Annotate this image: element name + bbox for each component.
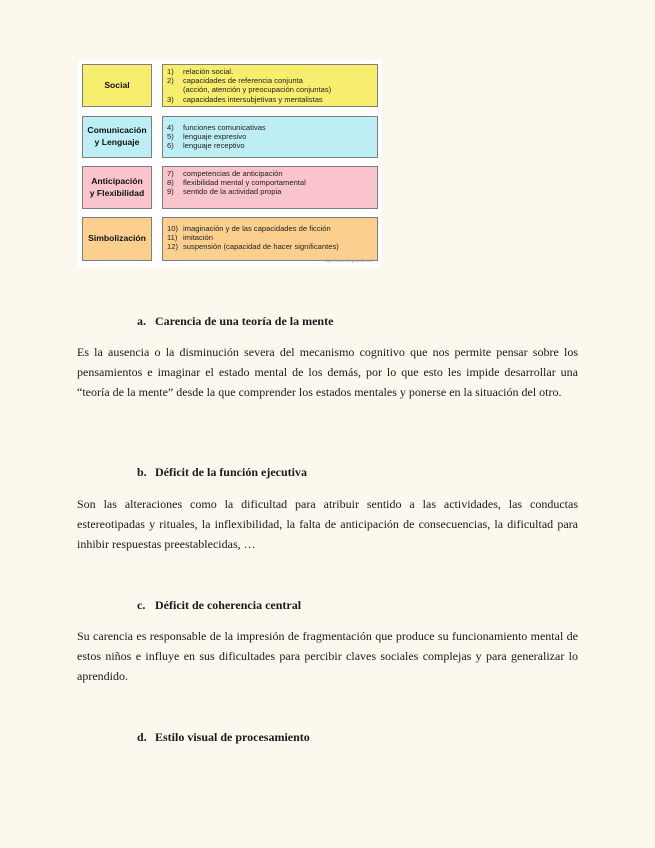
list-item: 10) imaginación y de las capacidades de ficción <box>167 224 331 233</box>
list-item: (acción, atención y preocupación conjuntas) <box>183 85 332 95</box>
section-heading-b: b. Déficit de la función ejecutiva <box>137 465 307 479</box>
figure-row-comunicacion <box>82 116 378 158</box>
list-item: 1) relación social. <box>167 67 234 76</box>
list-item: 7) competencias de anticipación <box>167 169 283 178</box>
autism-dimensions-figure <box>78 60 382 267</box>
items-simbolizacion <box>162 217 378 261</box>
figure-credit: http://www.integrando.com <box>324 258 374 263</box>
items-anticipacion <box>162 166 378 209</box>
list-item: 12) suspensión (capacidad de hacer significantes) <box>167 242 339 252</box>
figure-row-anticipacion <box>82 166 378 209</box>
section-heading-a: a. Carencia de una teoría de la mente <box>137 314 334 328</box>
list-item: 8) flexibilidad mental y comportamental <box>167 178 306 188</box>
list-item: 2) capacidades de referencia conjunta <box>167 76 303 86</box>
category-social: Social <box>82 64 152 107</box>
list-item: 6) lenguaje receptivo <box>167 141 245 151</box>
section-body-a: Es la ausencia o la disminución severa del mecanismo cognitivo que nos permite pensar sobre los pensamientos e imaginar el estado mental de los demás, por lo que esto les impide desarrollar una “teoría de la mente” desde la que comprender los estados mentales y ponerse en la situación del otro. <box>77 345 578 399</box>
list-item: 5) lenguaje expresivo <box>167 132 247 142</box>
list-item: 4) funciones comunicativas <box>167 123 266 132</box>
items-social <box>162 64 378 107</box>
category-simbolizacion: Simbolización <box>82 217 152 261</box>
list-item: 9) sentido de la actividad propia <box>167 187 282 197</box>
items-comunicacion <box>162 116 378 158</box>
category-comunicacion: Comunicación y Lenguaje <box>82 116 152 158</box>
section-heading-c: c. Déficit de coherencia central <box>137 598 302 612</box>
section-heading-d: d. Estilo visual de procesamiento <box>137 730 310 744</box>
list-item: 3) capacidades intersubjetivas y mentalistas <box>167 94 323 104</box>
list-item: 11) imitación <box>167 233 213 243</box>
figure-row-social <box>82 64 378 107</box>
figure-row-simbolizacion <box>82 217 378 261</box>
category-anticipacion: Anticipación y Flexibilidad <box>82 166 152 209</box>
section-body-b: Son las alteraciones como la dificultad para atribuir sentido a las actividades, las conductas estereotipadas y rituales, la inflexibilidad, la falta de anticipación de consecuencias, la dificultad para inhibir respuestas preestablecidas, … <box>77 497 578 551</box>
section-body-c: Su carencia es responsable de la impresión de fragmentación que produce su funcionamiento mental de estos niños e influye en sus dificultades para percibir claves sociales complejas y para generalizar lo aprendido. <box>77 629 578 683</box>
